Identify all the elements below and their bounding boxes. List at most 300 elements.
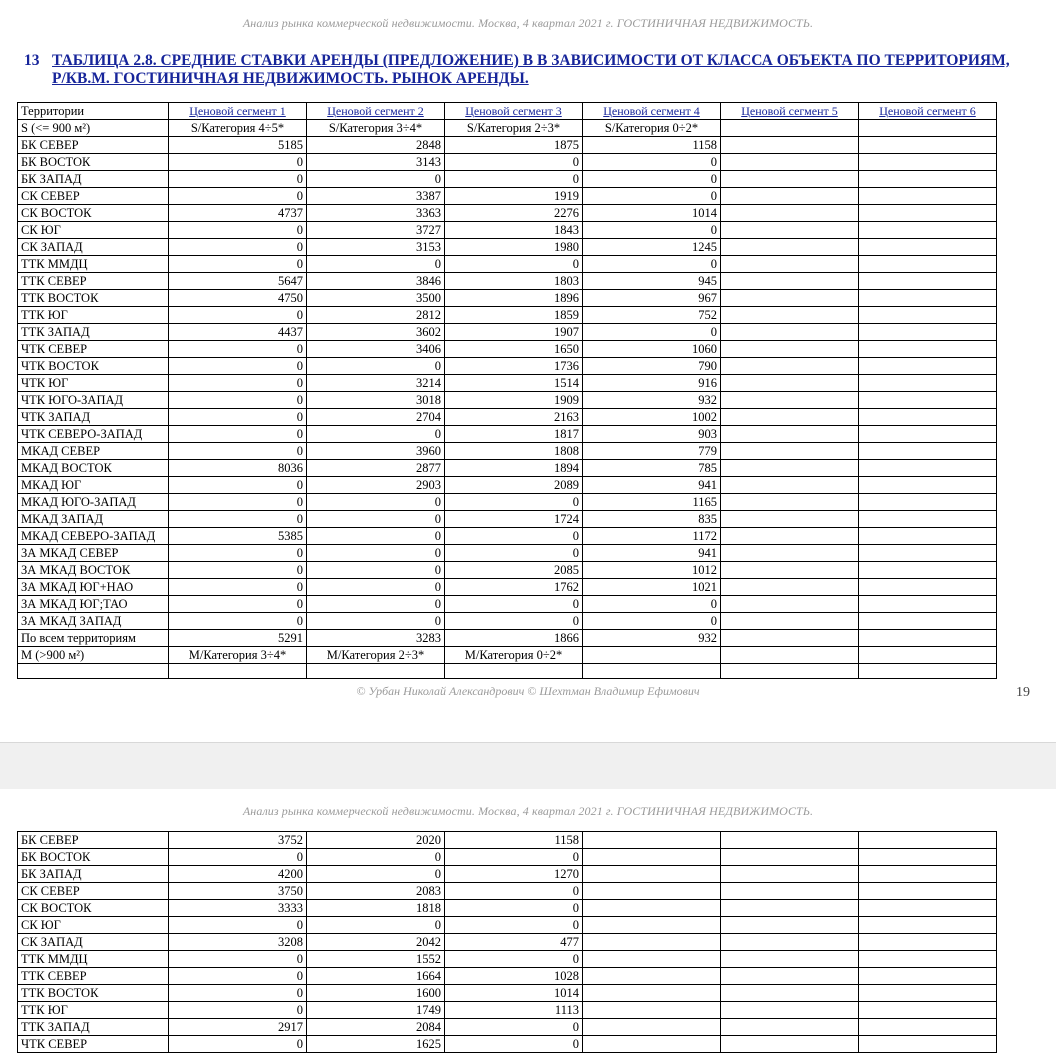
value-cell <box>859 832 997 849</box>
empty-cell <box>445 664 583 679</box>
value-cell <box>859 324 997 341</box>
territory-cell: ТТК СЕВЕР <box>18 968 169 985</box>
value-cell <box>721 613 859 630</box>
table-row <box>18 951 997 968</box>
value-cell: 1724 <box>445 511 583 528</box>
value-cell <box>859 392 997 409</box>
value-cell: 5185 <box>169 137 307 154</box>
value-cell <box>721 341 859 358</box>
value-cell: 0 <box>169 426 307 443</box>
table-row <box>18 222 997 239</box>
value-cell: 1113 <box>445 1002 583 1019</box>
table-row <box>18 392 997 409</box>
value-cell: 0 <box>169 392 307 409</box>
category-cell: S/Категория 2÷3* <box>445 120 583 137</box>
value-cell <box>721 934 859 951</box>
value-cell: 932 <box>583 630 721 647</box>
value-cell: 0 <box>169 358 307 375</box>
value-cell <box>859 579 997 596</box>
value-cell: 1172 <box>583 528 721 545</box>
territory-cell: ЧТК ВОСТОК <box>18 358 169 375</box>
value-cell: 3214 <box>307 375 445 392</box>
value-cell: 0 <box>169 375 307 392</box>
value-cell: 2163 <box>445 409 583 426</box>
value-cell: 0 <box>445 1019 583 1036</box>
value-cell <box>721 1019 859 1036</box>
value-cell <box>583 951 721 968</box>
territory-cell: ТТК ЮГ <box>18 307 169 324</box>
territory-cell: По всем территориям <box>18 630 169 647</box>
value-cell <box>583 1036 721 1053</box>
territory-cell: БК ВОСТОК <box>18 849 169 866</box>
territory-cell: БК СЕВЕР <box>18 137 169 154</box>
value-cell <box>859 256 997 273</box>
value-cell <box>721 392 859 409</box>
value-cell: 0 <box>307 545 445 562</box>
value-cell: 3846 <box>307 273 445 290</box>
value-cell: 790 <box>583 358 721 375</box>
value-cell: 1803 <box>445 273 583 290</box>
territory-cell: СК ЮГ <box>18 222 169 239</box>
territory-cell: ТТК ММДЦ <box>18 951 169 968</box>
value-cell <box>583 934 721 951</box>
table-row <box>18 341 997 358</box>
value-cell: 0 <box>307 596 445 613</box>
running-header: Анализ рынка коммерческой недвижимости. Москва, 4 квартал 2021 г. ГОСТИНИЧНАЯ НЕДВИЖИМОСТЬ. <box>242 16 814 30</box>
value-cell <box>721 375 859 392</box>
value-cell <box>859 375 997 392</box>
value-cell: 3960 <box>307 443 445 460</box>
value-cell <box>859 1036 997 1053</box>
value-cell: 1625 <box>307 1036 445 1053</box>
value-cell <box>859 985 997 1002</box>
territory-cell: ТТК ЗАПАД <box>18 324 169 341</box>
value-cell <box>583 917 721 934</box>
value-cell: 1808 <box>445 443 583 460</box>
segment-header[interactable]: Ценовой сегмент 5 <box>721 103 859 120</box>
value-cell: 941 <box>583 477 721 494</box>
value-cell <box>721 579 859 596</box>
territory-cell: БК СЕВЕР <box>18 832 169 849</box>
value-cell <box>721 137 859 154</box>
table-row <box>18 188 997 205</box>
value-cell: 1749 <box>307 1002 445 1019</box>
territory-cell: ТТК ЮГ <box>18 1002 169 1019</box>
value-cell: 752 <box>583 307 721 324</box>
value-cell <box>859 849 997 866</box>
value-cell: 2042 <box>307 934 445 951</box>
segment-header[interactable]: Ценовой сегмент 4 <box>583 103 721 120</box>
value-cell: 0 <box>583 171 721 188</box>
territory-cell: МКАД СЕВЕР <box>18 443 169 460</box>
value-cell: 3018 <box>307 392 445 409</box>
value-cell <box>859 511 997 528</box>
value-cell: 2085 <box>445 562 583 579</box>
value-cell: 3750 <box>169 883 307 900</box>
value-cell: 0 <box>445 613 583 630</box>
value-cell: 0 <box>169 154 307 171</box>
value-cell: 0 <box>445 154 583 171</box>
category-cell: М/Категория 3÷4* <box>169 647 307 664</box>
value-cell <box>859 968 997 985</box>
value-cell: 3500 <box>307 290 445 307</box>
value-cell: 2877 <box>307 460 445 477</box>
value-cell: 0 <box>583 154 721 171</box>
value-cell: 0 <box>169 596 307 613</box>
table-row <box>18 832 997 849</box>
table-row <box>18 849 997 866</box>
value-cell: 0 <box>307 256 445 273</box>
table-row <box>18 273 997 290</box>
table-row <box>18 494 997 511</box>
page-number: 19 <box>1016 685 1030 700</box>
table-row <box>18 528 997 545</box>
value-cell <box>721 426 859 443</box>
value-cell: 1896 <box>445 290 583 307</box>
value-cell <box>721 239 859 256</box>
value-cell <box>583 832 721 849</box>
table-row <box>18 1002 997 1019</box>
value-cell <box>859 596 997 613</box>
value-cell <box>859 341 997 358</box>
value-cell <box>721 849 859 866</box>
value-cell: 0 <box>307 511 445 528</box>
copyright-footer: © Урбан Николай Александрович © Шехтман Владимир Ефимович <box>356 684 700 698</box>
table-row <box>18 460 997 477</box>
table-row <box>18 545 997 562</box>
territory-cell: СК СЕВЕР <box>18 188 169 205</box>
value-cell: 3143 <box>307 154 445 171</box>
value-cell <box>859 426 997 443</box>
empty-cell <box>721 664 859 679</box>
value-cell <box>721 951 859 968</box>
territory-cell: ТТК ММДЦ <box>18 256 169 273</box>
value-cell: 4200 <box>169 866 307 883</box>
value-cell: 5385 <box>169 528 307 545</box>
document-page-2 <box>0 789 1056 1056</box>
value-cell: 0 <box>169 1002 307 1019</box>
territory-cell: ТТК ВОСТОК <box>18 290 169 307</box>
value-cell: 1859 <box>445 307 583 324</box>
value-cell: 0 <box>169 494 307 511</box>
value-cell <box>859 630 997 647</box>
value-cell: 1907 <box>445 324 583 341</box>
value-cell: 967 <box>583 290 721 307</box>
title-number: 13 <box>24 52 40 69</box>
value-cell: 2083 <box>307 883 445 900</box>
value-cell <box>859 171 997 188</box>
value-cell: 0 <box>445 883 583 900</box>
value-cell: 0 <box>445 849 583 866</box>
value-cell <box>721 460 859 477</box>
value-cell: 0 <box>307 426 445 443</box>
segment-header-row <box>18 103 997 120</box>
value-cell: 0 <box>307 917 445 934</box>
value-cell: 0 <box>583 596 721 613</box>
value-cell <box>859 443 997 460</box>
value-cell: 0 <box>307 866 445 883</box>
territory-cell: БК ЗАПАД <box>18 866 169 883</box>
value-cell: 0 <box>169 409 307 426</box>
value-cell: 0 <box>169 968 307 985</box>
category-cell <box>721 647 859 664</box>
table-row <box>18 477 997 494</box>
value-cell <box>859 528 997 545</box>
value-cell: 1866 <box>445 630 583 647</box>
value-cell <box>721 494 859 511</box>
title-line-2: Р/КВ.М. ГОСТИНИЧНАЯ НЕДВИЖИМОСТЬ. РЫНОК АРЕНДЫ. <box>52 70 529 87</box>
value-cell <box>859 477 997 494</box>
table-row <box>18 307 997 324</box>
value-cell: 3752 <box>169 832 307 849</box>
value-cell: 0 <box>445 494 583 511</box>
value-cell: 2020 <box>307 832 445 849</box>
value-cell: 0 <box>307 358 445 375</box>
table-row <box>18 154 997 171</box>
value-cell <box>721 409 859 426</box>
value-cell <box>859 1019 997 1036</box>
value-cell: 0 <box>169 562 307 579</box>
segment-header[interactable]: Ценовой сегмент 2 <box>307 103 445 120</box>
value-cell <box>583 900 721 917</box>
value-cell: 0 <box>307 579 445 596</box>
value-cell: 2812 <box>307 307 445 324</box>
value-cell: 4437 <box>169 324 307 341</box>
value-cell: 2903 <box>307 477 445 494</box>
table-row <box>18 866 997 883</box>
value-cell <box>721 832 859 849</box>
value-cell <box>859 934 997 951</box>
category-cell: S/Категория 3÷4* <box>307 120 445 137</box>
value-cell: 3727 <box>307 222 445 239</box>
table-title <box>24 52 1034 88</box>
table-row <box>18 917 997 934</box>
value-cell: 1514 <box>445 375 583 392</box>
empty-row <box>18 664 997 679</box>
value-cell: 0 <box>169 545 307 562</box>
value-cell <box>859 239 997 256</box>
value-cell: 0 <box>583 188 721 205</box>
table-row <box>18 426 997 443</box>
category-cell: М/Категория 2÷3* <box>307 647 445 664</box>
table-row <box>18 883 997 900</box>
value-cell: 0 <box>445 171 583 188</box>
value-cell <box>583 1002 721 1019</box>
territory-cell: ЧТК ЮГ <box>18 375 169 392</box>
empty-cell <box>583 664 721 679</box>
m-category-row <box>18 647 997 664</box>
value-cell <box>721 866 859 883</box>
value-cell: 0 <box>307 171 445 188</box>
table-row <box>18 239 997 256</box>
value-cell: 0 <box>169 307 307 324</box>
value-cell: 5647 <box>169 273 307 290</box>
value-cell: 0 <box>445 900 583 917</box>
value-cell: 2276 <box>445 205 583 222</box>
table-row <box>18 613 997 630</box>
value-cell: 779 <box>583 443 721 460</box>
value-cell <box>859 613 997 630</box>
value-cell: 916 <box>583 375 721 392</box>
category-cell <box>859 120 997 137</box>
value-cell <box>583 985 721 1002</box>
territory-cell: ЗА МКАД ЮГ;ТАО <box>18 596 169 613</box>
value-cell <box>721 477 859 494</box>
value-cell: 3333 <box>169 900 307 917</box>
territory-cell: СК ЗАПАД <box>18 934 169 951</box>
value-cell: 2089 <box>445 477 583 494</box>
value-cell <box>859 951 997 968</box>
value-cell <box>721 511 859 528</box>
s-size-label: S (<= 900 м²) <box>18 120 169 137</box>
territory-cell: ЗА МКАД ЮГ+НАО <box>18 579 169 596</box>
table-row <box>18 205 997 222</box>
value-cell: 0 <box>445 528 583 545</box>
value-cell <box>859 900 997 917</box>
territory-cell: СК ВОСТОК <box>18 900 169 917</box>
table-row <box>18 375 997 392</box>
segment-header[interactable]: Ценовой сегмент 1 <box>169 103 307 120</box>
value-cell: 1002 <box>583 409 721 426</box>
value-cell: 0 <box>169 917 307 934</box>
table-row <box>18 290 997 307</box>
value-cell: 0 <box>445 917 583 934</box>
territory-cell: СК СЕВЕР <box>18 883 169 900</box>
value-cell <box>721 256 859 273</box>
value-cell <box>859 205 997 222</box>
territory-cell: ЧТК СЕВЕРО-ЗАПАД <box>18 426 169 443</box>
territory-cell: ЗА МКАД ЗАПАД <box>18 613 169 630</box>
table-row <box>18 256 997 273</box>
value-cell: 3283 <box>307 630 445 647</box>
table-row <box>18 985 997 1002</box>
value-cell: 1817 <box>445 426 583 443</box>
empty-cell <box>307 664 445 679</box>
value-cell: 0 <box>169 579 307 596</box>
value-cell <box>859 137 997 154</box>
category-cell <box>583 647 721 664</box>
value-cell: 1060 <box>583 341 721 358</box>
value-cell: 0 <box>169 188 307 205</box>
value-cell: 0 <box>169 256 307 273</box>
value-cell: 835 <box>583 511 721 528</box>
territory-cell: ЗА МКАД СЕВЕР <box>18 545 169 562</box>
rent-rates-table <box>17 102 997 679</box>
value-cell <box>859 866 997 883</box>
value-cell <box>583 866 721 883</box>
value-cell <box>721 596 859 613</box>
table-row <box>18 409 997 426</box>
table-row <box>18 900 997 917</box>
value-cell <box>721 900 859 917</box>
value-cell: 1165 <box>583 494 721 511</box>
value-cell <box>721 630 859 647</box>
value-cell <box>583 883 721 900</box>
territory-cell: ЧТК СЕВЕР <box>18 1036 169 1053</box>
value-cell: 0 <box>307 613 445 630</box>
value-cell: 2848 <box>307 137 445 154</box>
value-cell <box>859 409 997 426</box>
table-row <box>18 579 997 596</box>
territory-cell: ЧТК СЕВЕР <box>18 341 169 358</box>
value-cell: 1762 <box>445 579 583 596</box>
value-cell: 8036 <box>169 460 307 477</box>
table-row <box>18 171 997 188</box>
value-cell: 1736 <box>445 358 583 375</box>
value-cell: 0 <box>583 613 721 630</box>
table-row <box>18 968 997 985</box>
value-cell: 903 <box>583 426 721 443</box>
value-cell: 3602 <box>307 324 445 341</box>
m-size-label: М (>900 м²) <box>18 647 169 664</box>
segment-header[interactable]: Ценовой сегмент 6 <box>859 103 997 120</box>
value-cell: 945 <box>583 273 721 290</box>
value-cell <box>859 154 997 171</box>
value-cell: 2917 <box>169 1019 307 1036</box>
table-row <box>18 358 997 375</box>
value-cell <box>859 273 997 290</box>
value-cell: 1028 <box>445 968 583 985</box>
value-cell <box>859 545 997 562</box>
table-body <box>18 137 997 647</box>
value-cell <box>859 307 997 324</box>
territory-cell: СК ЗАПАД <box>18 239 169 256</box>
category-cell: М/Категория 0÷2* <box>445 647 583 664</box>
value-cell: 1818 <box>307 900 445 917</box>
value-cell: 5291 <box>169 630 307 647</box>
value-cell: 4737 <box>169 205 307 222</box>
empty-cell <box>18 664 169 679</box>
value-cell <box>721 222 859 239</box>
value-cell <box>721 205 859 222</box>
value-cell: 0 <box>583 222 721 239</box>
rent-rates-table-continued <box>17 831 997 1053</box>
territory-cell: ЧТК ЗАПАД <box>18 409 169 426</box>
territory-cell: МКАД СЕВЕРО-ЗАПАД <box>18 528 169 545</box>
value-cell <box>721 154 859 171</box>
value-cell: 0 <box>307 528 445 545</box>
table-row <box>18 137 997 154</box>
table-row <box>18 934 997 951</box>
value-cell <box>859 494 997 511</box>
value-cell <box>721 443 859 460</box>
table-row <box>18 630 997 647</box>
segment-header[interactable]: Ценовой сегмент 3 <box>445 103 583 120</box>
value-cell: 0 <box>169 477 307 494</box>
value-cell: 0 <box>169 443 307 460</box>
table-row <box>18 1036 997 1053</box>
running-header: Анализ рынка коммерческой недвижимости. Москва, 4 квартал 2021 г. ГОСТИНИЧНАЯ НЕДВИЖИМОСТЬ. <box>242 804 814 818</box>
value-cell <box>721 324 859 341</box>
table-row <box>18 1019 997 1036</box>
value-cell <box>859 460 997 477</box>
value-cell <box>583 849 721 866</box>
value-cell: 0 <box>169 1036 307 1053</box>
value-cell: 1158 <box>445 832 583 849</box>
value-cell: 1650 <box>445 341 583 358</box>
value-cell: 0 <box>169 222 307 239</box>
value-cell: 932 <box>583 392 721 409</box>
value-cell <box>859 917 997 934</box>
value-cell: 1014 <box>445 985 583 1002</box>
territory-cell: МКАД ВОСТОК <box>18 460 169 477</box>
value-cell: 1875 <box>445 137 583 154</box>
value-cell: 0 <box>307 562 445 579</box>
value-cell <box>721 171 859 188</box>
territory-cell: ЧТК ЮГО-ЗАПАД <box>18 392 169 409</box>
value-cell <box>583 1019 721 1036</box>
table-row <box>18 562 997 579</box>
